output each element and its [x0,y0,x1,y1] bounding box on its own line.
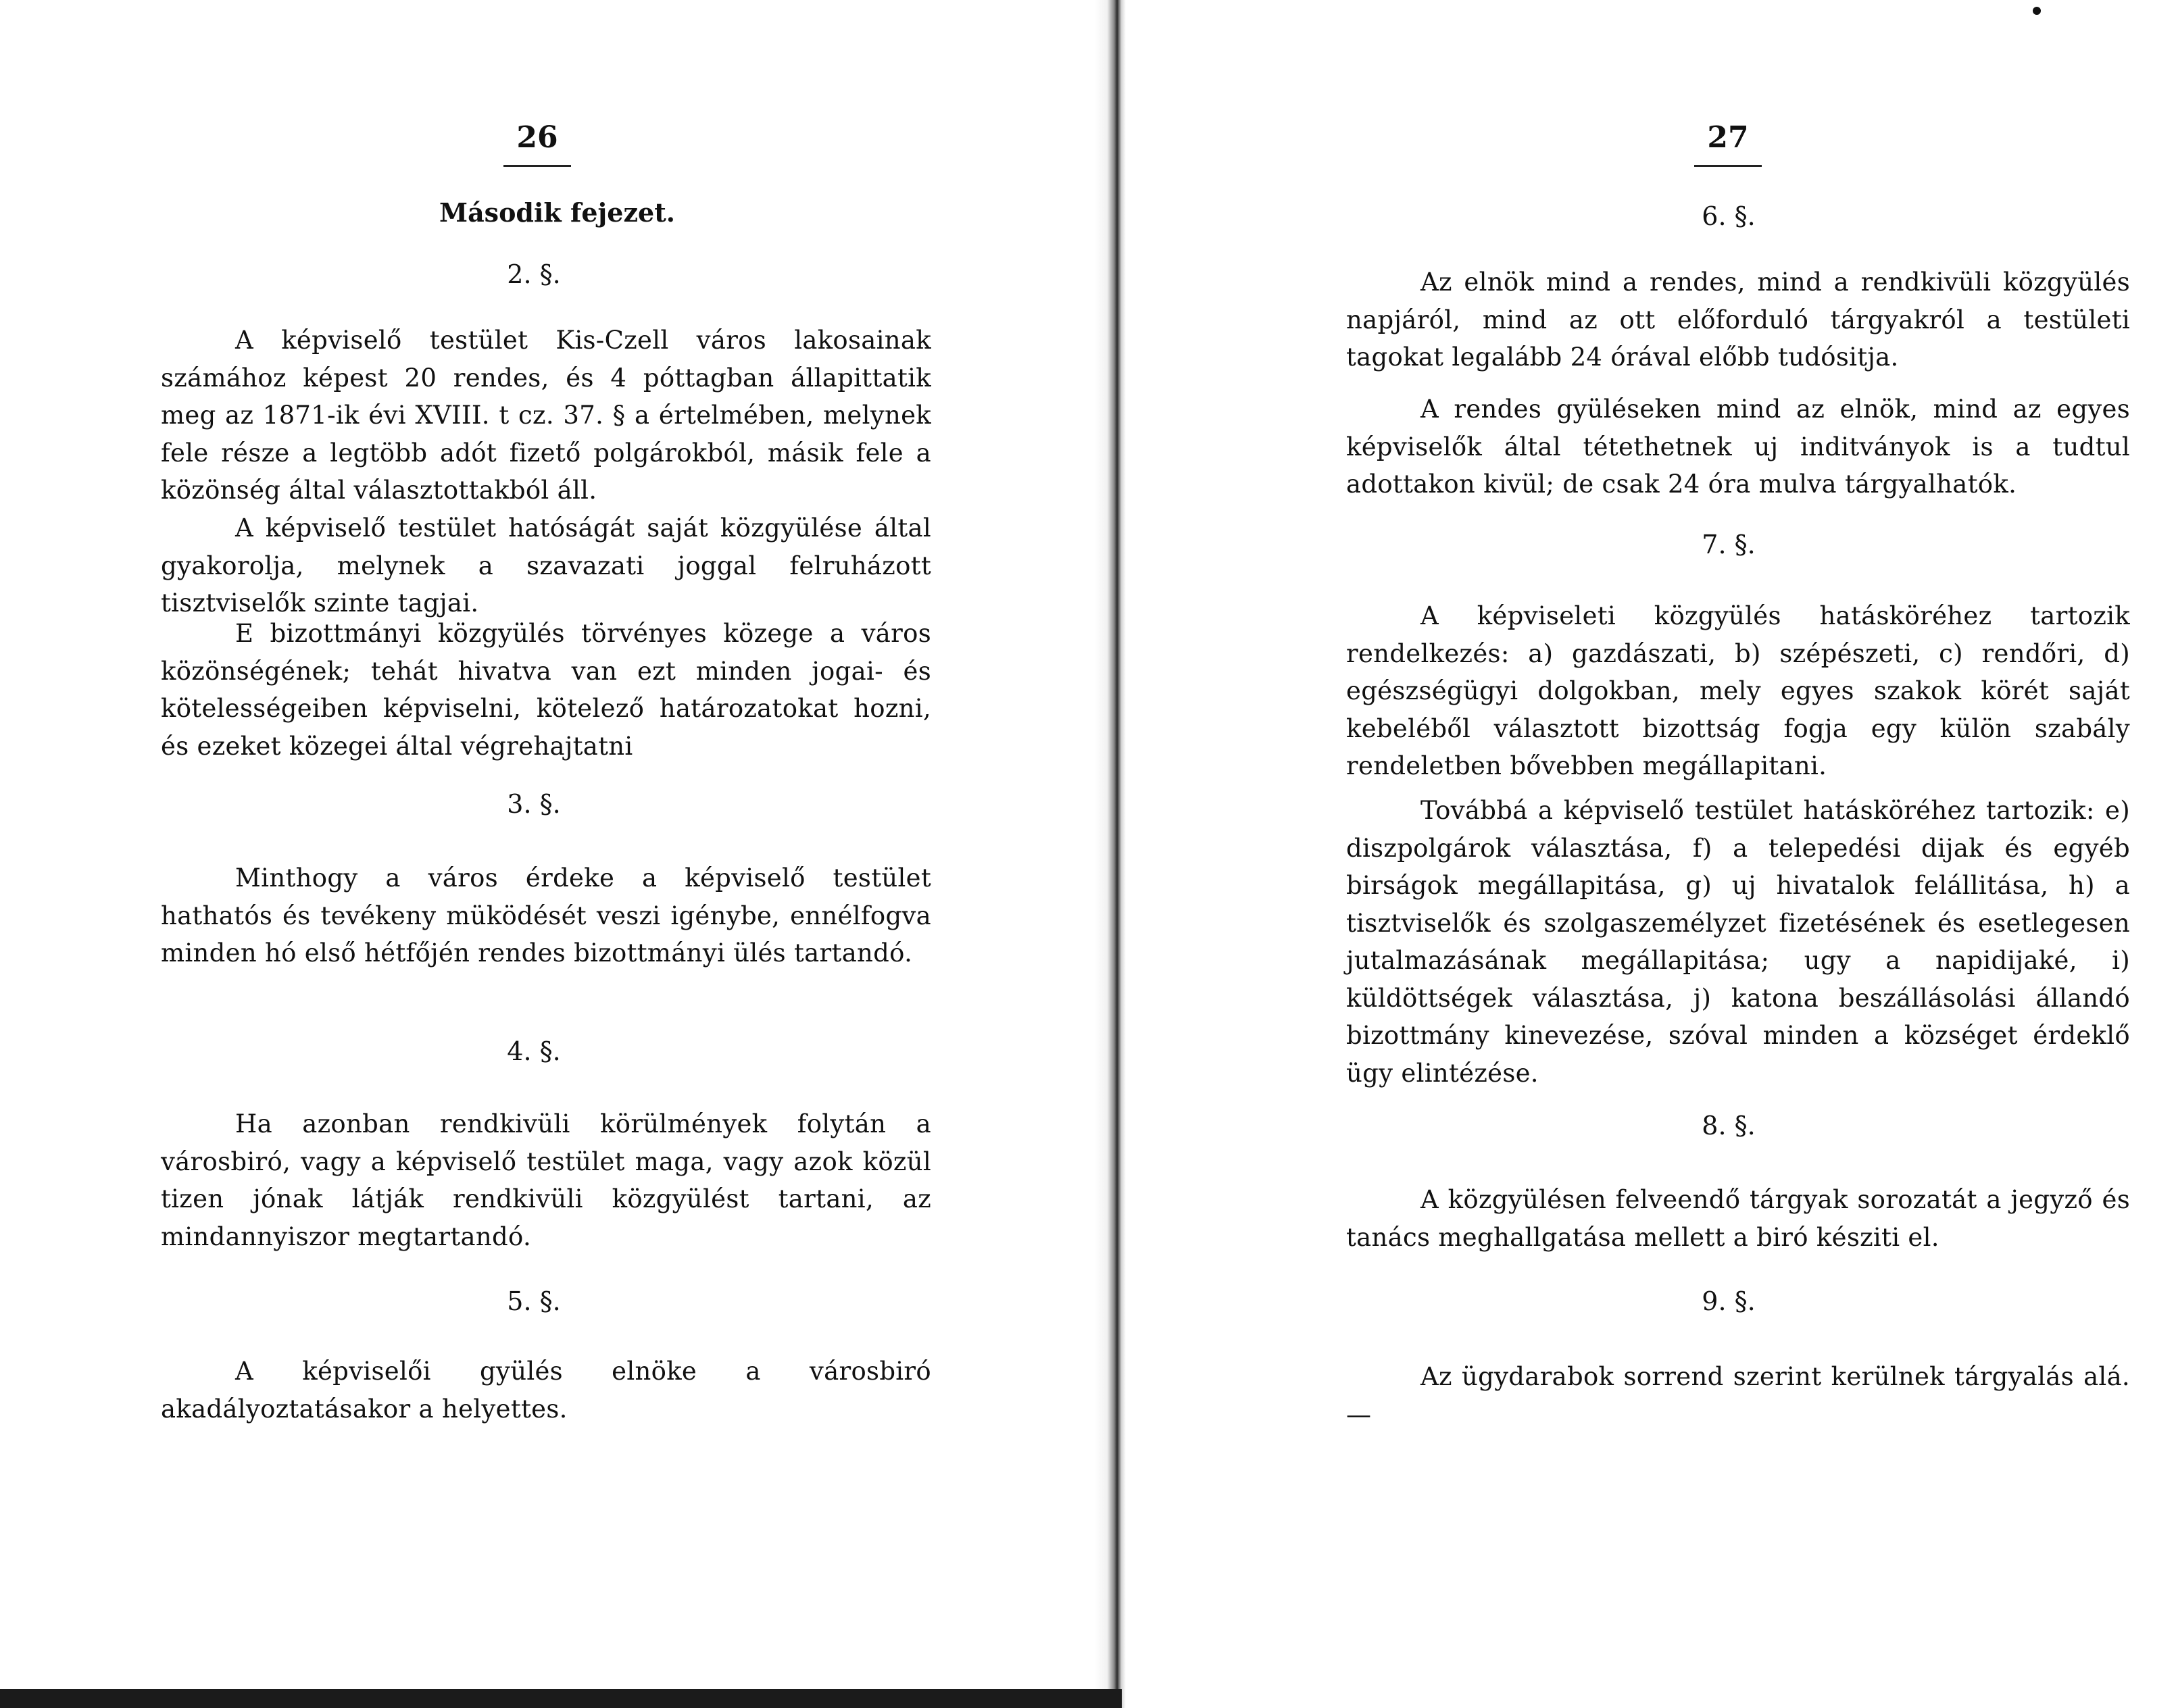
section-label: 6. §. [1702,201,1756,231]
paragraph: Az ügydarabok sorrend szerint kerülnek tárgyalás alá. — [1346,1362,2130,1429]
section-label: 4. §. [507,1036,561,1066]
paragraph: E bizottmányi közgyülés törvényes közege a város közönségének; tehát hivatva van ezt minden jogai- és kötelességeiben képviselni, kötelező határozatokat hozni, és ezeket közegei által végrehajtatni [161,619,931,761]
section-label: 8. §. [1702,1111,1756,1140]
paragraph: A rendes gyüléseken mind az elnök, mind az egyes képviselők által tétethetnek uj inditványok is a tudtul adottakon kivül; de csak 24 óra mulva tárgyalhatók. [1346,395,2130,499]
page-number: 27 [1707,120,1749,155]
section-label: 7. §. [1702,530,1756,559]
page-number: 26 [516,120,558,155]
paragraph: A képviselő testület hatóságát saját közgyülése által gyakorolja, melynek a szavazati joggal felruházott tisztviselők szinte tagjai. [161,513,931,618]
paragraph: Továbbá a képviselő testület hatásköréhez tartozik: e) diszpolgárok választása, f) a telepedési dijak és egyéb birságok megállapitása, g) uj hivatalok felállitása, h) a tisztviselők és szolgaszemélyzet fizetésének és esetlegesen jutalmazásának megállapitása; ugy a napidijaké, i) küldöttségek választása, j) katona beszállásolási állandó bizottmány kinevezése, szóval minden a községet érdeklő ügy elintézése. [1346,796,2130,1088]
paragraph: A képviseleti közgyülés hatásköréhez tartozik rendelkezés: a) gazdászati, b) szépészeti, c) rendőri, d) egészségügyi dolgokban, mely egyes szakok körét saját kebeléből választott bizottság fogja egy külön szabály rendeletben bővebben megállapitani. [1346,601,2130,780]
right-page [1108,0,2176,1708]
paragraph: Minthogy a város érdeke a képviselő testület hathatós és tevékeny müködését veszi igénybe, ennélfogva minden hó első hétfőjén rendes bizottmányi ülés tartandó. [161,863,931,968]
section-label: 3. §. [507,789,561,819]
paragraph: Ha azonban rendkivüli körülmények folytán a városbiró, vagy a képviselő testület maga, vagy azok közül tizen jónak látják rendkivüli közgyülést tartani, az mindannyiszor megtartandó. [161,1109,931,1251]
section-label: 5. §. [507,1286,561,1316]
chapter-title: Második fejezet. [439,197,675,228]
section-label: 9. §. [1702,1286,1756,1316]
paragraph: Az elnök mind a rendes, mind a rendkivüli közgyülés napjáról, mind az ott előforduló tárgyakról a testületi tagokat legalább 24 órával előbb tudósitja. [1346,268,2130,372]
section-label: 2. §. [507,259,561,289]
paragraph: A közgyülésen felveendő tárgyak sorozatát a jegyző és tanács meghallgatása mellett a biró késziti el. [1346,1185,2130,1252]
paragraph: A képviselői gyülés elnöke a városbiró akadályoztatásakor a helyettes. [161,1357,931,1424]
page-number-rule [503,165,571,167]
page-number-rule [1694,165,1762,167]
paragraph: A képviselő testület Kis-Czell város lakosainak számához képest 20 rendes, és 4 póttagban állapittatik meg az 1871-ik évi XVIII. t cz. 37. § a értelmében, melynek fele része a legtöbb adót fizető polgárokból, másik fele a közönség által választottakból áll. [161,326,931,505]
